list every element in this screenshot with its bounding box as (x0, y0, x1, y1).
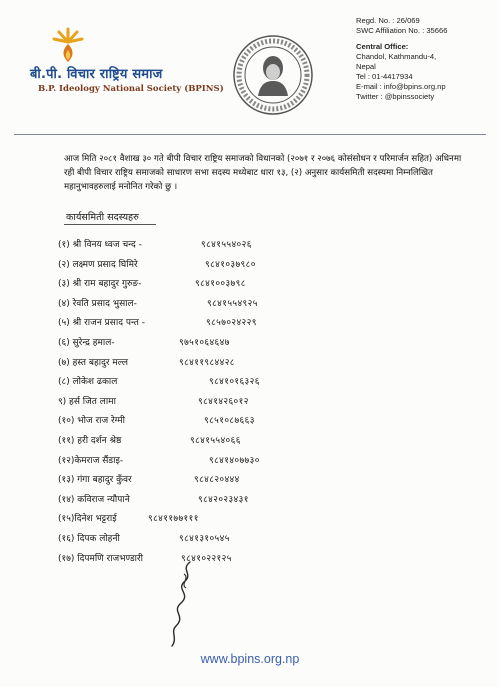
member-row (58, 492, 338, 506)
member-row (58, 413, 338, 427)
member-phone: ९८५१०८७६६३ (204, 416, 255, 427)
org-name-english: B.P. Ideology National Society (BPINS) (38, 84, 224, 94)
member-row (58, 433, 338, 447)
member-phone: ९८४१०१६३२६ (209, 377, 260, 388)
member-phone: ९८४१०२२१२५ (181, 553, 232, 564)
member-phone: ९८४१००३७९८ (195, 279, 246, 290)
member-phone: ९७५१०६४६४७ (179, 338, 230, 348)
org-name-nepali: बी.पी. विचार राष्ट्रिय समाज (30, 67, 163, 82)
member-phone: ९८४८२०४४४ (194, 475, 240, 486)
member-name: ९) हर्स जित लामा (58, 396, 116, 407)
website-link[interactable]: www.bpins.org.np (200, 652, 300, 666)
member-row (58, 511, 338, 525)
central-office-label: Central Office: (356, 42, 409, 51)
member-phone: ९८४२०२३४३१ (198, 494, 249, 505)
member-name: (१४) कविराज न्यौपाने (58, 494, 130, 505)
member-phone: ९८४११९८४४२८ (179, 357, 235, 368)
member-name: (१३) गंगा बहादुर कुँवर (58, 475, 132, 486)
member-name: (७) हस्त बहादुर मल्ल (58, 357, 128, 368)
member-phone: ९८४१५५४०६६ (190, 436, 241, 446)
member-row (58, 355, 338, 369)
member-row (58, 276, 338, 290)
member-name: (६) सुरेन्द्र हमाल- (58, 338, 115, 348)
member-row (58, 237, 338, 251)
member-name: (१०) भोज राज रेग्मी (58, 416, 125, 427)
member-row (58, 374, 338, 388)
member-name: (१७) दिपमणि राजभण्डारी (58, 553, 143, 564)
address-line-1: Chandol, Kathmandu-4, (356, 52, 437, 61)
handwritten-signature (150, 560, 210, 650)
member-row (58, 296, 338, 310)
member-row (58, 531, 338, 545)
regd-number: Regd. No. : 26/069 (356, 16, 420, 25)
member-row (58, 335, 338, 349)
member-name: (१) श्री विनय ध्वज चन्द - (58, 240, 142, 250)
address-line-2: Nepal (356, 62, 376, 71)
member-name: (१६) दिपक लोहनी (58, 534, 120, 544)
member-name: (११) हरी दर्शन श्रेष्ठ (58, 436, 122, 446)
section-title: कार्यसमिती सदस्यहरु (66, 212, 139, 223)
member-row (58, 257, 338, 271)
member-name: (४) रेवति प्रसाद भुसाल- (58, 298, 137, 309)
member-row (58, 394, 338, 408)
member-name: (८) लोकेश ढकाल (58, 377, 118, 388)
member-name: (१५)दिनेश भट्टराई (58, 514, 117, 525)
member-phone: ९८४१३१०५४५ (179, 534, 230, 544)
member-row (58, 453, 338, 467)
member-row (58, 472, 338, 486)
intro-paragraph: आज मिति २०८१ वैशाख ३० गते बीपी विचार राष्ट्रिय समाजको विधानको (२०७१ र २०७६ कोसंसोधन र परिमार्जन सहित) अधिनमा रही बीपी विचार राष्ट्रिय समाजको साधारण सभा सदस्य मध्येबाट धारा १३, (२) अनुसार कार्यसमिती सदस्यमा निम्नलिखित महानुभावहरुलाई मनोनित गरेको छु । (64, 154, 462, 192)
telephone: Tel : 01-4417934 (356, 72, 413, 81)
member-row (58, 315, 338, 329)
member-phone: ९८५७०२४२२९ (206, 318, 257, 329)
member-phone: ९८४१४२६०१२ (198, 396, 249, 407)
member-phone: ९८४१०३७९८० (205, 259, 256, 270)
member-phone: ९८४१५५४९२५ (207, 298, 258, 309)
member-name: (३) श्री राम बहादुर गुरुङ- (58, 279, 142, 290)
member-name: (१२)केमराज सैंडाइ- (58, 455, 124, 466)
member-name: (२) लक्ष्मण प्रसाद घिमिरे (58, 259, 138, 270)
member-phone: ९८४१४०७७३० (209, 455, 260, 466)
email: E-mail : info@bpins.org.np (356, 82, 446, 91)
swc-affiliation-number: SWC Affiliation No. : 35666 (356, 26, 448, 35)
member-name: (५) श्री राजन प्रसाद पन्त - (58, 318, 145, 329)
member-phone: ९८४११७७१११ (148, 514, 199, 525)
twitter: Twitter : @bpinssociety (356, 92, 435, 101)
member-phone: ९८४१५५४०२६ (201, 240, 252, 250)
